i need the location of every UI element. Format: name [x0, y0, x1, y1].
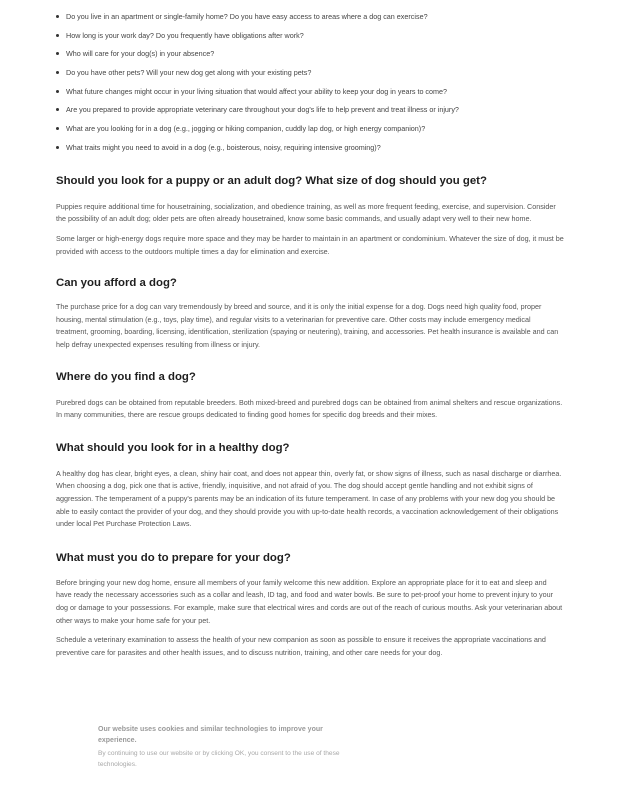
cookie-message — [98, 724, 358, 770]
section-puppy-or-adult — [56, 174, 564, 258]
list-item: What traits might you need to avoid in a dog (e.g., boisterous, noisy, requiring intensive grooming)? — [56, 143, 564, 152]
paragraph: Schedule a veterinary examination to assess the health of your new companion as soon as possible to ensure it receives the appropriate vaccinations and preventive care for parasites and other health issues, and to discuss nutrition, training, and other care needs for your dog. — [56, 635, 546, 657]
section-heading: What must you do to prepare for your dog? — [56, 551, 291, 564]
cookie-body: By continuing to use our website or by clicking OK, you consent to the use of these technologies. — [98, 750, 340, 768]
list-item: Who will care for your dog(s) in your absence? — [56, 49, 564, 58]
section-afford — [56, 276, 564, 351]
list-item: What future changes might occur in your living situation that would affect your ability to keep your dog in years to come? — [56, 87, 564, 96]
section-heading: Where do you find a dog? — [56, 370, 196, 383]
list-item: Do you have other pets? Will your new dog get along with your existing pets? — [56, 68, 564, 77]
section-heading: Can you afford a dog? — [56, 277, 177, 290]
paragraph: Some larger or high-energy dogs require more space and they may be harder to maintain in an apartment or condominium. Whatever the size of dog, it must be provided with access to the outdoors multiple times a day for elimination and exercise. — [56, 234, 564, 256]
list-item: Are you prepared to provide appropriate veterinary care throughout your dog's life to help prevent and treat illness or injury? — [56, 105, 564, 114]
paragraph: Before bringing your new dog home, ensure all members of your family welcome this new addition. Explore an appropriate place for it to eat and sleep and have ready the necessary accessories such as a collar and leash, ID tag, and food and water bowls. Be sure to pet-proof your home to prevent injury to your dog or damage to your possessions. For example, make sure that electrical wires and cords are out of the reach of curious mouths. Ask your veterinarian about other ways to make your home safe for your pet. — [56, 577, 563, 625]
paragraph: Purebred dogs can be obtained from reputable breeders. Both mixed-breed and purebred dogs can be obtained from animal shelters and rescue organizations. In many communities, there are rescue groups dedicated to finding good homes for specific dog breeds and their mixes. — [56, 397, 563, 420]
paragraph: Puppies require additional time for housetraining, socialization, and obedience training, as well as more frequent feeding, exercise, and supervision. Consider the possibility of an adult dog; older pets are often already housetrained, know some basic commands, and usually adapt very well to their new home. — [56, 201, 556, 224]
section-healthy-dog — [56, 441, 564, 531]
cookie-title: Our website uses cookies and similar technologies to improve your experience. — [98, 726, 323, 744]
list-item: How long is your work day? Do you frequently have obligations after work? — [56, 31, 564, 40]
list-item: What are you looking for in a dog (e.g., jogging or hiking companion, cuddly lap dog, or high energy companion)? — [56, 124, 564, 133]
paragraph: A healthy dog has clear, bright eyes, a clean, shiny hair coat, and does not appear thin, overly fat, or show signs of illness, such as nasal discharge or diarrhea. When choosing a dog, pick one that is active, friendly, inquisitive, and not afraid of you. The dog should accept gentle handling and not exhibit signs of aggression. The temperament of a puppy's parents may be an indication of its future temperament. In case of any problems with your new dog you should be able to easily contact the provider of your dog, and they should provide you with up-to-date health records, a vaccination acknowledgement of their obligations under local Pet Purchase Protection Laws. — [56, 468, 562, 529]
cookie-banner[interactable] — [0, 718, 618, 800]
section-find — [56, 370, 564, 422]
paragraph: The purchase price for a dog can vary tremendously by breed and source, and it is only the initial expense for a dog. Dogs need high quality food, proper housing, mental stimulation (e.g., toys, play time), and regular visits to a veterinarian for preventive care. Other costs may include emergency medical treatment, grooming, boarding, licensing, identification, sterilization (spaying or neutering), training, and accessories. Pet health insurance is available and can help defray unexpected expenses resulting from illness or injury. — [56, 302, 559, 349]
article-content — [56, 12, 564, 659]
section-heading: What should you look for in a healthy dog? — [56, 441, 290, 454]
list-item: Do you live in an apartment or single-family home? Do you have easy access to areas where a dog can exercise? — [56, 12, 564, 21]
section-heading: Should you look for a puppy or an adult dog? What size of dog should you get? — [56, 174, 487, 187]
question-list — [56, 12, 564, 152]
section-prepare — [56, 551, 564, 660]
